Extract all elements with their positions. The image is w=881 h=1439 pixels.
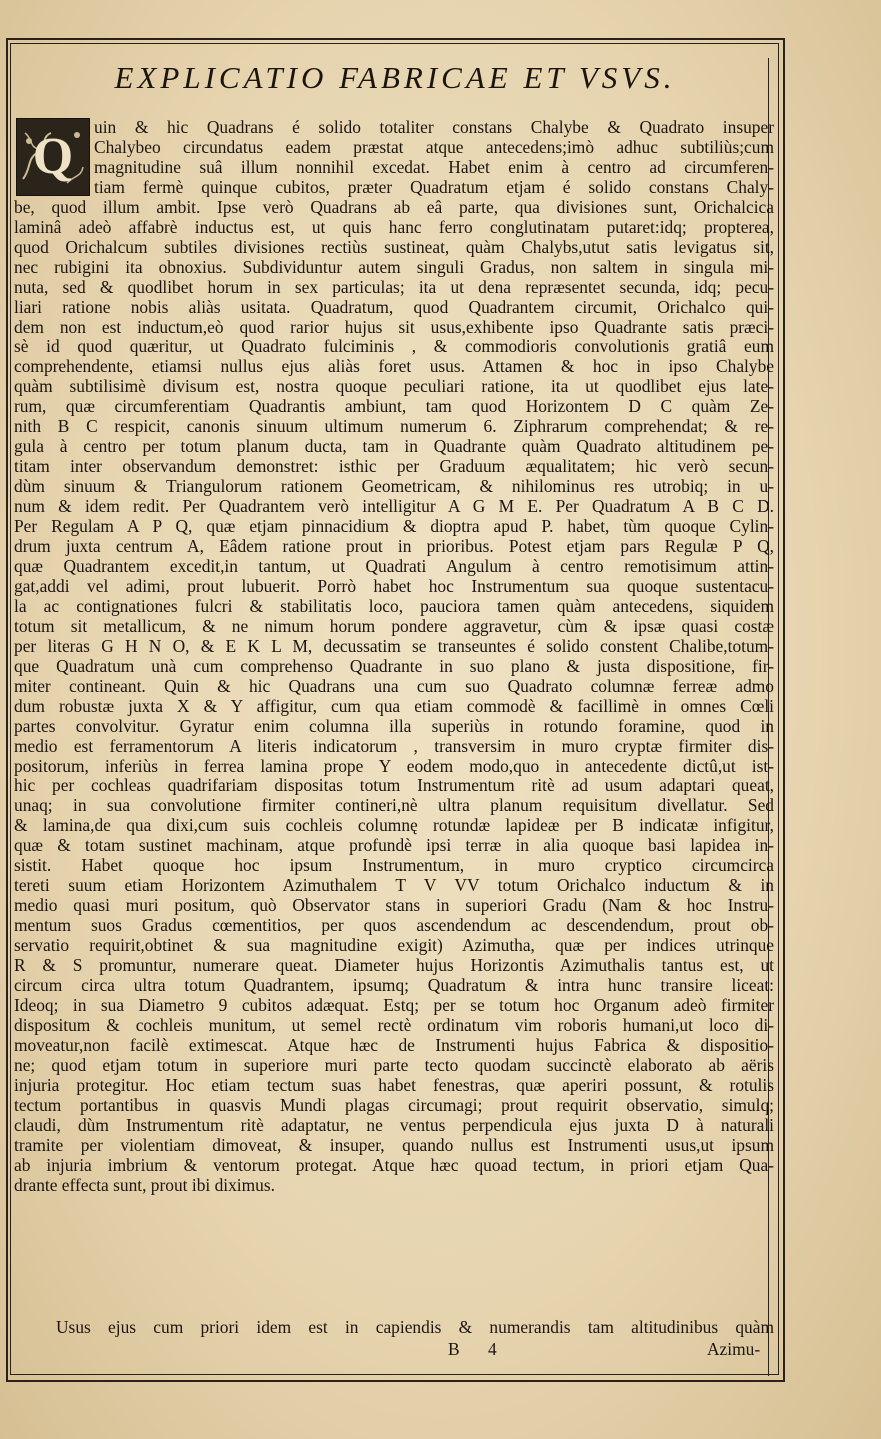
text-line: que Quadratum unà cum comprehenso Quadrante in suo plano & justa dispositione, fir- [14,656,774,676]
text-line: R & S promuntur, numerare queat. Diameter hujus Horizontis Azimuthalis tantus est, ut [14,956,774,976]
text-line: magnitudine suâ illum nonnihil excedat. Habet enim à centro ad circumferen- [94,157,774,177]
text-line: dispositum & cochleis munitum, ut semel rectè ordinatum vim roboris humani,ut loco di- [14,1015,774,1035]
dropcap-letter: Q [32,128,74,185]
text-line: tramite per violentiam dimoveat, & insuper, quando nullus est Instrumenti usus,ut ipsum [14,1135,774,1155]
text-line: tiam fermè quinque cubitos, præter Quadratum etjam é solido constans Chaly- [94,177,774,197]
text-line: Per Regulam A P Q, quæ etjam pinnacidium & dioptra apud P. habet, tùm quoque Cylin- [14,517,774,537]
text-line: positorum, inferiùs in ferrea lamina prope Y eodem modo,quo in antecedente dictû,ut ist- [14,756,774,776]
text-line: dem non est inductum,eò quod rarior hujus sit usus,exhibente ipso Quadrante satis præci- [14,317,774,337]
text-line: sistit. Habet quoque hoc ipsum Instrumentum, in muro cryptico circumcirca [14,856,774,876]
text-line: dum robustæ juxta X & Y affigitur, cum qua etiam commodè & facillimè in omnes Cœli [14,696,774,716]
text-line: quàm subtilisimè divisum est, nostra quoque peculiari ratione, ita ut quodlibet ejus late- [14,377,774,397]
text-line: la ac contignationes fulcri & stabilitatis loco, pauciora tamen quàm antecedens, siquidem [14,596,774,616]
text-line: ab injuria imbrium & ventorum protegat. Atque hæc quoad tectum, in priori etjam Qua- [14,1155,774,1175]
text-line: moveatur,non facilè extimescat. Atque hæc de Instrumenti hujus Fabrica & dispositio- [14,1035,774,1055]
text-line: laminâ adeò affabrè inductus est, ut quis hanc ferro conglutinatam putaret:idq; propterea, [14,217,774,237]
text-line: & lamina,de qua dixi,cum suis cochleis columnę rotundæ lapideæ per B indicatæ infigitur, [14,816,774,836]
text-line: drante effecta sunt, prout ibi diximus. [14,1175,275,1195]
text-line: quæ Quadrantem excedit,in tantum, ut Quadrati Angulum à centro remotisimum attin- [14,556,774,576]
text-line: medio quasi muri positum, quò Observator stans in superiori Gradu (Nam & hoc Instru- [14,896,774,916]
text-line: totum sit metallicum, & ne nimum horum pondere aggravetur, cùm & ipsæ quasi costæ [14,616,774,636]
text-line: miter contineant. Quin & hic Quadrans una cum suo Quadrato columnæ ferreæ admo [14,676,774,696]
text-line: gula à centro per totum planum ducta, tam in Quadrante quàm Quadrato altitudinem pe- [14,437,774,457]
text-line: mentum suos Gradus cœmentitios, per quos ascendendum ac descendendum, prout ob- [14,916,774,936]
text-line: num & idem redit. Per Quadrantem verò intelligitur A G M E. Per Quadratum A B C D. [14,497,774,517]
text-line: comprehendente, etiamsi nullus ejus aliàs foret usus. Attamen & hoc in ipso Chalybe [14,357,774,377]
text-line: Ideoq; in sua Diametro 9 cubitos adæquat. Estq; per se totum hoc Organum adeò firmiter [14,995,774,1015]
signature-mark: B 4 [448,1339,509,1359]
text-line: quæ & totam sustinet machinam, atque profundè ipsi terræ in alia quoque basi lapidea in- [14,836,774,856]
text-line: tectum portantibus in quasvis Mundi plagas circumagi; prout requirit observatio, simulq; [14,1095,774,1115]
text-line: gat,addi vel adimi, prout lubuerit. Porrò habet hoc Instrumentum sua quoque sustentacu- [14,576,774,596]
text-line: tereti suum etiam Horizontem Azimuthalem T V VV totum Orichalco inductum & in [14,876,774,896]
page-title: EXPLICATIO FABRICAE ET VSVS. [114,60,676,95]
text-line: drum juxta centrum A, Eâdem ratione prout in prioribus. Potest etjam pars Regulæ P Q, [14,537,774,557]
body-paragraph [14,118,774,1195]
text-line: ne; quod etjam totum in superiore muri parte tecto quodam succinctè elaborato ab aëris [14,1055,774,1075]
text-line: nuta, sed & quodlibet horum in sex particulas; ita ut dena repræsentet secunda, idq; pecu- [14,277,774,297]
text-line: injuria protegitur. Hoc etiam tectum suas habet fenestras, quæ aperiri possunt, & rotulis [14,1075,774,1095]
text-line: claudi, dùm Instrumentum ritè adaptatur, ne ventus perpendicula ejus juxta D à naturali [14,1115,774,1135]
text-line: Chalybeo circundatus eadem præstat atque antecedens;imò adhuc subtiliùs;cum [94,137,774,157]
text-line: nith B C respicit, canonis sinuum ultimum numerum 6. Ziphrarum comprehendat; & re- [14,417,774,437]
text-line: titam inter observandum demonstret: isthic per Graduum æqualitatem; hic verò secun- [14,457,774,477]
text-line: sè id quod quæritur, ut Quadrato fulciminis , & commodioris convolutionis gratiâ eum [14,337,774,357]
text-line: partes convolvitur. Gyratur enim columna illa superiùs in rotundo foramine, quod in [14,716,774,736]
text-line: dùm sinuum & Triangulorum rationem Geometricam, & nihilominus res utrobiq; in u- [14,477,774,497]
text-line: rum, quæ circumferentiam Quadrantis ambiunt, tam quod Horizontem D C quàm Ze- [14,397,774,417]
text-line: uin & hic Quadrans é solido totaliter constans Chalybe & Quadrato insuper [94,118,774,137]
text-line: hic per cochleas quadrifariam dispositas totum Instrumentum ritè ad usum adaptari queat, [14,776,774,796]
text-line: servatio requirit,obtinet & sua magnitudine exigit) Azimutha, quæ per indices utrinque [14,936,774,956]
text-line: circum circa ultra totum Quadrantem, ipsumq; Quadratum & intra hunc transire liceat: [14,975,774,995]
catchword: Azimu- [707,1339,761,1359]
text-line: unaq; in sua convolutione firmiter contineri,nè ultra planum requisitum divellatur. Sed [14,796,774,816]
text-line: liari ratione nobis aliàs usitata. Quadratum, quod Quadrantem circumit, Orichalco qui- [14,297,774,317]
text-line: per literas G H N O, & E K L M, decussatim se transeuntes é solido constent Chalibe,totum- [14,636,774,656]
text-line: medio est ferramentorum A literis indicatorum , transversim in muro cryptæ firmiter dis- [14,736,774,756]
usus-line: Usus ejus cum priori idem est in capiendis & numerandis tam altitudinibus quàm [56,1317,774,1337]
text-line: quod Orichalcum subtiles divisiones rectiùs sustineat, quàm Chalybs,utut satis levigatus sit, [14,237,774,257]
text-line: nec rubigini ita obnoxius. Subdividuntur autem singuli Gradus, non saltem in singula mi- [14,257,774,277]
text-line: be, quod illum ambit. Ipse verò Quadrans ab eâ parte, qua divisiones sunt, Orichalcica [14,197,774,217]
